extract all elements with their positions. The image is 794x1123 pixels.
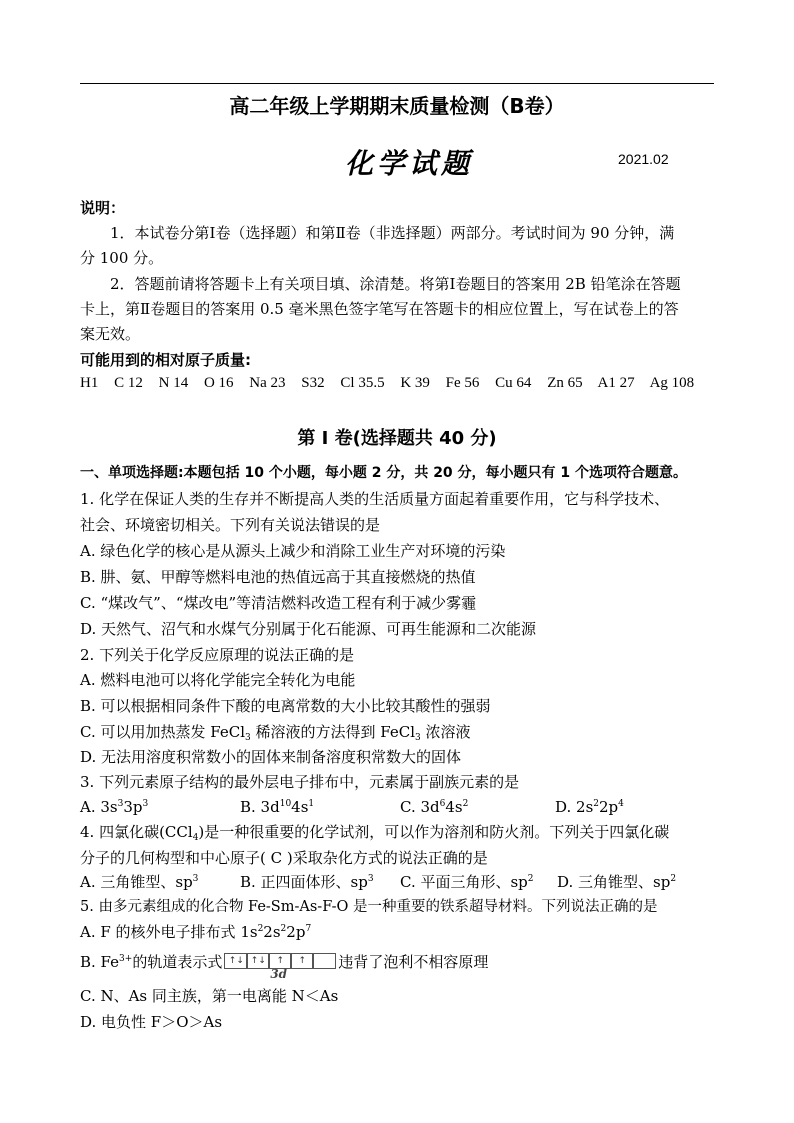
q1-stem-line-2: 社会、环境密切相关。下列有关说法错误的是 <box>80 516 381 534</box>
q4-b-sup: 3 <box>367 874 374 884</box>
q3-b-text: B. 3d <box>240 798 280 816</box>
exam-title: 高二年级上学期期末质量检测（B卷） <box>229 94 565 118</box>
q3-a-text: 3p <box>123 798 143 816</box>
q4-a-sup: 3 <box>192 874 199 884</box>
q4-stem-sub: 4 <box>192 833 199 843</box>
q1-option-c: C. “煤改气”、“煤改电”等清洁燃料改造工程有利于减少雾霾 <box>80 594 477 612</box>
q3-b-sup: 1 <box>308 799 315 809</box>
atomic-mass: Ag 108 <box>649 375 695 391</box>
atomic-mass-heading: 可能用到的相对原子质量: <box>80 351 251 369</box>
note-2-line-1: 2．答题前请将答题卡上有关项目填、涂清楚。将第Ⅰ卷题目的答案用 2B 铅笔涂在答题 <box>110 275 681 293</box>
orbital-label: 3d <box>270 967 288 981</box>
q5-a-sup: 2 <box>280 924 287 934</box>
q5-option-a <box>80 922 311 942</box>
q3-b-sup: 10 <box>279 799 292 809</box>
q4-c-text: C. 平面三角形、sp <box>400 873 528 891</box>
orbital-diagram <box>224 953 336 981</box>
q5-b-sup: 3+ <box>119 954 133 964</box>
notes-heading: 说明： <box>80 199 126 217</box>
atomic-mass: Fe 56 <box>445 375 480 391</box>
q3-option-c <box>400 797 468 817</box>
orbital-box: ↑↓ <box>224 953 248 969</box>
note-2-line-3: 案无效。 <box>80 325 141 343</box>
q5-b-text: B. Fe <box>80 953 120 971</box>
atomic-mass: O 16 <box>203 375 234 391</box>
q3-d-sup: 2 <box>593 799 600 809</box>
q2-stem: 2. 下列关于化学反应原理的说法正确的是 <box>80 646 355 664</box>
q4-d-text: D. 三角锥型、sp <box>557 873 671 891</box>
q4-c-sup: 2 <box>527 874 534 884</box>
q4-stem-text: )是一种很重要的化学试剂，可以作为溶剂和防火剂。下列关于四氯化碳 <box>198 823 670 841</box>
q5-a-sup: 7 <box>305 924 312 934</box>
q3-b-text: 4s <box>291 798 309 816</box>
q2-option-d: D. 无法用溶度积常数小的固体来制备溶度积常数大的固体 <box>80 748 462 766</box>
q4-option-d <box>557 872 676 892</box>
q4-a-text: A. 三角锥型、sp <box>80 873 193 891</box>
q1-stem-line-1: 1. 化学在保证人类的生存并不断提高人类的生活质量方面起着重要作用，它与科学技术、 <box>80 490 670 508</box>
q2-c-text: C. 可以用加热蒸发 FeCl <box>80 723 245 741</box>
q5-b-text: 的轨道表示式 <box>132 953 223 971</box>
q4-b-text: B. 正四面体形、sp <box>240 873 368 891</box>
q3-a-text: A. 3s <box>80 798 118 816</box>
atomic-mass: Cu 64 <box>495 375 532 391</box>
q5-b-text: 违背了泡利不相容原理 <box>338 953 489 971</box>
q3-d-text: D. 2s <box>555 798 594 816</box>
q4-d-sup: 2 <box>670 874 677 884</box>
q1-option-d: D. 天然气、沼气和水煤气分别属于化石能源、可再生能源和二次能源 <box>80 620 537 638</box>
q3-stem: 3. 下列元素原子结构的最外层电子排布中，元素属于副族元素的是 <box>80 773 520 791</box>
q4-stem-line-1 <box>80 822 669 842</box>
q3-a-sup: 3 <box>117 799 124 809</box>
note-1-line-1: 1．本试卷分第Ⅰ卷（选择题）和第Ⅱ卷（非选择题）两部分。考试时间为 90 分钟，满 <box>110 224 675 242</box>
atomic-mass: A1 27 <box>597 375 635 391</box>
q5-option-b <box>80 952 489 981</box>
q3-c-sup: 6 <box>439 799 446 809</box>
q2-c-sub: 3 <box>245 733 251 743</box>
q5-option-c: C. N、As 同主族，第一电离能 N＜As <box>80 987 339 1005</box>
q3-c-text: 4s <box>445 798 463 816</box>
atomic-mass: K 39 <box>400 375 430 391</box>
q3-option-a <box>80 797 148 817</box>
atomic-mass: Cl 35.5 <box>340 375 385 391</box>
orbital-box: ↑↓ <box>246 953 270 969</box>
subject-title: 化学试题 <box>345 147 474 180</box>
q5-a-text: 2p <box>286 923 306 941</box>
q3-d-text: 2p <box>599 798 619 816</box>
exam-date: 2021.02 <box>618 151 669 167</box>
note-2-line-2: 卡上，第Ⅱ卷题目的答案用 0.5 毫米黑色签字笔写在答题卡的相应位置上，写在试卷上的答 <box>80 300 679 318</box>
q3-c-sup: 2 <box>462 799 469 809</box>
q2-option-b: B. 可以根据相同条件下酸的电离常数的大小比较其酸性的强弱 <box>80 697 491 715</box>
orbital-box <box>312 953 336 969</box>
q3-c-text: C. 3d <box>400 798 440 816</box>
q5-a-sup: 2 <box>257 924 264 934</box>
q4-stem-text: 4. 四氯化碳(CCl <box>80 823 193 841</box>
q3-option-b <box>240 797 314 817</box>
q1-option-a: A. 绿色化学的核心是从源头上减少和消除工业生产对环境的污染 <box>80 542 506 560</box>
q5-stem: 5. 由多元素组成的化合物 Fe-Sm-As-F-O 是一种重要的铁系超导材料。下列说法正确的是 <box>80 899 658 915</box>
section-title: 第 I 卷(选择题共 40 分) <box>297 428 497 449</box>
q5-a-text: 2s <box>263 923 281 941</box>
atomic-mass: N 14 <box>158 375 189 391</box>
q4-option-b <box>240 872 374 892</box>
atomic-mass: H1 <box>80 375 99 391</box>
q4-stem-line-2: 分子的几何构型和中心原子( C )采取杂化方式的说法正确的是 <box>80 849 488 867</box>
atomic-mass-list <box>80 375 706 392</box>
q5-option-d: D. 电负性 F＞O＞As <box>80 1013 223 1031</box>
q3-a-sup: 3 <box>142 799 149 809</box>
q2-option-c <box>80 722 471 742</box>
section-instructions: 一、单项选择题:本题包括 10 个小题，每小题 2 分，共 20 分，每小题只有 1 个选项符合题意。 <box>80 465 688 481</box>
q2-option-a: A. 燃料电池可以将化学能完全转化为电能 <box>80 671 356 689</box>
atomic-mass: Zn 65 <box>547 375 583 391</box>
note-1-line-2: 分 100 分。 <box>80 249 164 267</box>
q4-option-c <box>400 872 534 892</box>
q2-c-text: 浓溶液 <box>420 723 471 741</box>
atomic-mass: Na 23 <box>249 375 286 391</box>
q2-c-sub: 3 <box>415 733 421 743</box>
q1-option-b: B. 肼、氨、甲醇等燃料电池的热值远高于其直接燃烧的热值 <box>80 568 476 586</box>
orbital-box: ↑ <box>290 953 314 969</box>
q3-option-d <box>555 797 624 817</box>
q5-a-text: A. F 的核外电子排布式 1s <box>80 923 258 941</box>
atomic-mass: S32 <box>301 375 325 391</box>
header-rule <box>80 83 714 84</box>
atomic-mass: C 12 <box>114 375 143 391</box>
q2-c-text: 稀溶液的方法得到 FeCl <box>250 723 416 741</box>
q4-option-a <box>80 872 198 892</box>
orbital-box: ↑ <box>268 953 292 969</box>
q3-d-sup: 4 <box>618 799 624 809</box>
